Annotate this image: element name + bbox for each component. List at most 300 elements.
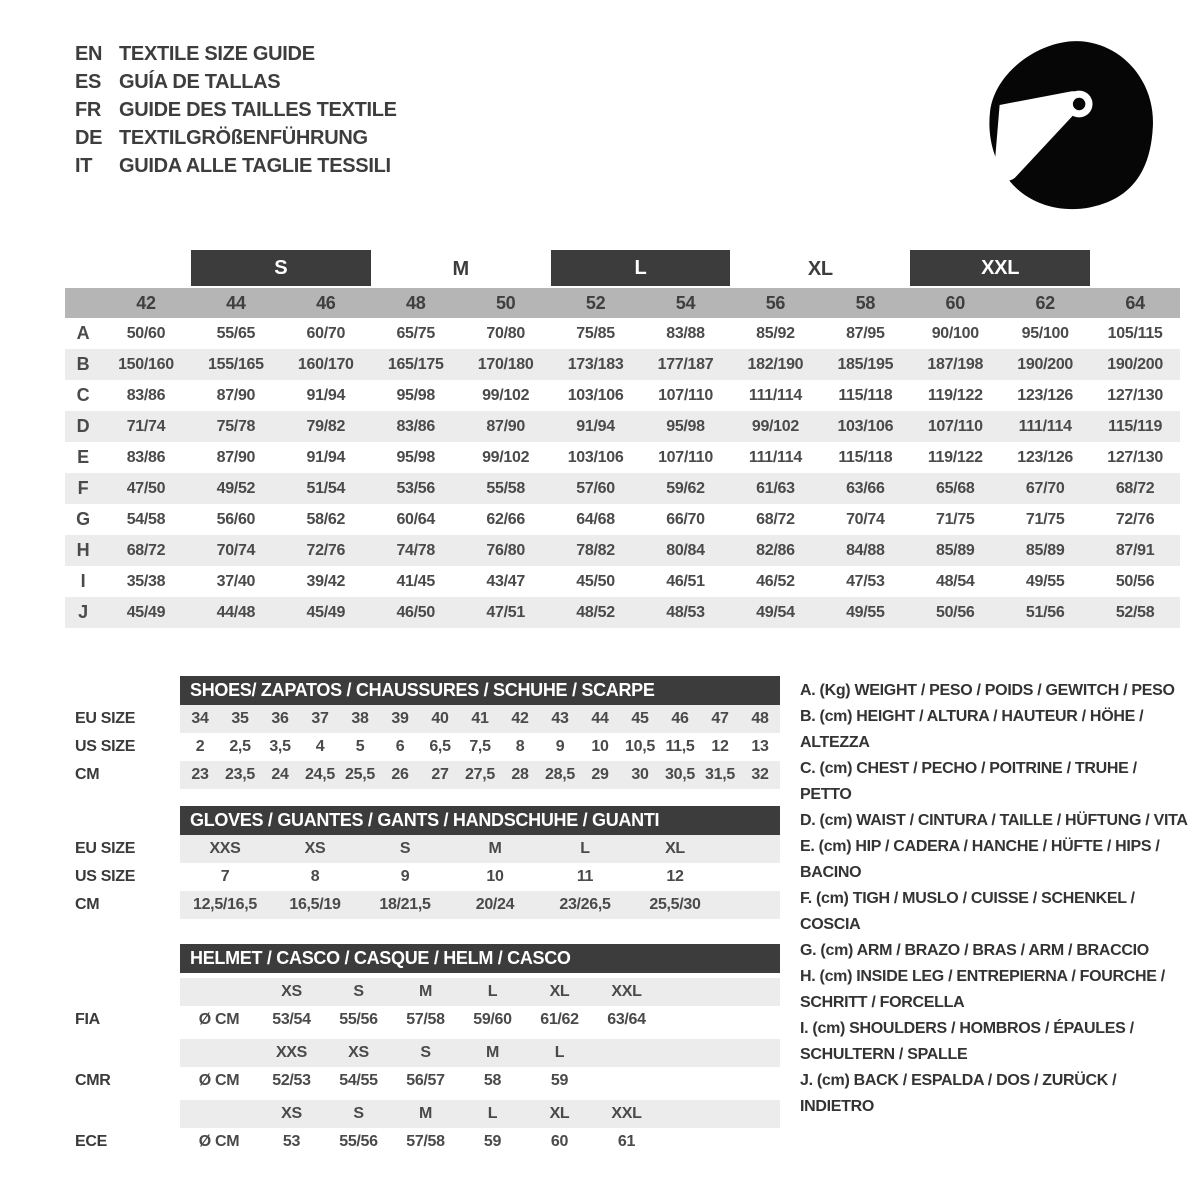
glove-us-size: 11: [576, 868, 594, 885]
lang-row-es: [75, 68, 397, 96]
helmet-value-cell: 57/58: [406, 1011, 445, 1028]
size-cell: 72/76: [306, 542, 346, 559]
shoe-us-size: 6,5: [429, 738, 451, 755]
size-cell: 95/98: [666, 418, 705, 435]
helmet-table: [180, 944, 780, 1156]
helmet-size-label: XXL: [611, 983, 642, 1000]
helmet-value-row: [180, 1067, 780, 1095]
spacer: [75, 1095, 180, 1128]
size-table-row: [65, 442, 1180, 473]
size-cell: 182/190: [747, 356, 804, 373]
row-letter: I: [80, 571, 86, 591]
size-cell: 119/122: [927, 387, 983, 404]
size-cell: 123/126: [1017, 449, 1074, 466]
size-cell: 99/102: [751, 418, 799, 435]
group-spacer: [65, 250, 101, 288]
legend-item: B. (cm) HEIGHT / ALTURA / HAUTEUR / HÖHE / ALTEZZA: [800, 708, 1144, 751]
helmet-size-label: XS: [281, 983, 302, 1000]
size-cell: 67/70: [1025, 480, 1065, 497]
main-table-body: [65, 318, 1180, 628]
size-cell: 37/40: [216, 573, 256, 590]
helmet-header-bar: HELMET / CASCO / CASQUE / HELM / CASCO: [180, 944, 780, 973]
helmet-value-cell: 57/58: [406, 1133, 445, 1150]
size-cell: 83/86: [126, 387, 166, 404]
size-cell: 41/45: [396, 573, 435, 590]
shoe-us-size: 2: [195, 738, 205, 755]
glove-cm-size: 25,5/30: [649, 896, 701, 913]
helmet-table-body: [180, 978, 780, 1156]
glove-us-size: 10: [486, 868, 504, 885]
helmet-empty-cell: [180, 1039, 258, 1067]
size-cell: 103/106: [567, 387, 624, 404]
row-letter: F: [77, 478, 89, 498]
size-cell: 127/130: [1107, 449, 1163, 466]
size-cell: 91/94: [306, 387, 346, 404]
numeric-size: 48: [406, 293, 426, 313]
shoe-cm-size: 30,5: [665, 766, 695, 783]
helmet-size-label: M: [418, 1105, 433, 1122]
size-cell: 71/74: [126, 418, 166, 435]
numeric-size: 62: [1035, 293, 1055, 313]
size-cell: 70/74: [216, 542, 256, 559]
shoe-eu-size: 48: [751, 710, 769, 727]
numeric-size: 58: [855, 293, 876, 313]
helmet-value-cell: 59/60: [473, 1011, 512, 1028]
numeric-size: 64: [1125, 293, 1145, 313]
row-letter: A: [76, 323, 90, 343]
size-group-xl: [730, 250, 910, 288]
numeric-row-corner: [65, 288, 101, 318]
size-cell: 43/47: [486, 573, 525, 590]
size-cell: 84/88: [846, 542, 885, 559]
size-cell: 78/82: [576, 542, 615, 559]
size-cell: 53/56: [396, 480, 435, 497]
size-cell: 71/75: [1025, 511, 1065, 528]
glove-cm-size: 12,5/16,5: [192, 896, 258, 913]
size-cell: 170/180: [477, 356, 534, 373]
row-letter: E: [77, 447, 89, 467]
helmet-empty-cell: [180, 1100, 258, 1128]
lang-row-de: [75, 124, 397, 152]
legend-item: C. (cm) CHEST / PECHO / POITRINE / TRUHE / PETTO: [800, 760, 1137, 803]
size-cell: 75/85: [576, 325, 615, 342]
lang-code: DE: [75, 127, 103, 149]
shoe-us-size: 11,5: [665, 738, 695, 755]
size-table-row: [65, 380, 1180, 411]
size-cell: 54/58: [126, 511, 166, 528]
glove-eu-size: XL: [665, 840, 685, 857]
size-group-m: [371, 250, 551, 288]
size-group-m-label: M: [452, 258, 469, 280]
shoe-cm-size: 29: [591, 766, 609, 783]
size-cell: 68/72: [1115, 480, 1155, 497]
guide-title-fr: GUIDE DES TAILLES TEXTILE: [119, 99, 397, 121]
shoes-cm-label: CM: [75, 766, 100, 783]
helmet-size-label: XS: [281, 1105, 302, 1122]
size-cell: 57/60: [576, 480, 615, 497]
gloves-section: [75, 806, 780, 919]
shoe-us-size: 13: [751, 738, 769, 755]
size-cell: 52/58: [1115, 604, 1155, 621]
shoe-us-size: 12: [711, 738, 729, 755]
shoes-eu-size-label: EU SIZE: [75, 710, 136, 727]
numeric-size-row: [65, 288, 1180, 318]
shoe-eu-size: 35: [231, 710, 249, 727]
shoe-cm-size: 31,5: [705, 766, 735, 783]
size-cell: 46/50: [396, 604, 435, 621]
glove-us-size: 12: [666, 868, 684, 885]
size-table-row: [65, 597, 1180, 628]
size-cell: 103/106: [567, 449, 624, 466]
helmet-unit-cell: Ø CM: [198, 1011, 240, 1028]
shoe-us-size: 6: [395, 738, 405, 755]
size-cell: 111/114: [1018, 418, 1072, 435]
spacer: [75, 944, 180, 1006]
size-cell: 39/42: [306, 573, 346, 590]
size-cell: 45/49: [306, 604, 346, 621]
lang-code: ES: [75, 71, 102, 93]
shoe-cm-size: 26: [391, 766, 409, 783]
shoe-eu-size: 34: [191, 710, 209, 727]
glove-cm-size: 16,5/19: [289, 896, 341, 913]
helmet-size-label: XXS: [275, 1044, 308, 1061]
row-letter: G: [76, 509, 90, 529]
legend-item: A. (Kg) WEIGHT / PESO / POIDS / GEWITCH / PESO: [800, 682, 1175, 699]
shoe-us-size: 10,5: [625, 738, 655, 755]
size-cell: 60/64: [396, 511, 435, 528]
size-cell: 85/89: [1025, 542, 1065, 559]
size-cell: 55/65: [216, 325, 256, 342]
size-cell: 35/38: [126, 573, 166, 590]
size-cell: 61/63: [756, 480, 795, 497]
size-cell: 155/165: [208, 356, 264, 373]
size-cell: 95/100: [1021, 325, 1069, 342]
size-cell: 85/92: [756, 325, 795, 342]
size-cell: 160/170: [297, 356, 354, 373]
legend-item: J. (cm) BACK / ESPALDA / DOS / ZURÜCK / INDIETRO: [800, 1072, 1117, 1115]
gloves-header-bar: GLOVES / GUANTES / GANTS / HANDSCHUHE / GUANTI: [180, 806, 780, 835]
helmet-empty-cell: [180, 978, 258, 1006]
legend-item: F. (cm) TIGH / MUSLO / CUISSE / SCHENKEL / COSCIA: [800, 890, 1135, 933]
size-cell: 95/98: [396, 449, 435, 466]
glove-cm-size: 23/26,5: [559, 896, 611, 913]
size-cell: 60/70: [306, 325, 346, 342]
helmet-size-label: M: [418, 983, 433, 1000]
helmet-size-label: M: [485, 1044, 500, 1061]
shoes-side-labels: [75, 676, 180, 789]
helmet-value-cell: 63/64: [607, 1011, 646, 1028]
size-group-l: [551, 250, 731, 288]
glove-eu-size: M: [488, 840, 502, 857]
shoes-table: [180, 676, 780, 789]
size-cell: 48/52: [576, 604, 615, 621]
shoe-us-size: 10: [591, 738, 609, 755]
shoe-eu-size: 44: [591, 710, 609, 727]
row-letter: B: [76, 354, 90, 374]
numeric-size: 52: [585, 293, 606, 313]
legend-item: D. (cm) WAIST / CINTURA / TAILLE / HÜFTUNG / VITA: [800, 812, 1188, 829]
helmet-size-row: [180, 1100, 780, 1128]
size-cell: 71/75: [935, 511, 975, 528]
helmet-size-label: XL: [549, 983, 570, 1000]
size-cell: 173/183: [567, 356, 624, 373]
size-cell: 49/54: [756, 604, 795, 621]
shoe-eu-size: 39: [391, 710, 409, 727]
numeric-size: 54: [675, 293, 696, 313]
gloves-eu-size-label: EU SIZE: [75, 840, 136, 857]
size-cell: 76/80: [486, 542, 525, 559]
gloves-cm-row: [180, 891, 780, 919]
guide-title-it: GUIDA ALLE TAGLIE TESSILI: [119, 155, 391, 177]
shoes-header-bar: SHOES/ ZAPATOS / CHAUSSURES / SCHUHE / SCARPE: [180, 676, 780, 705]
size-cell: 87/90: [216, 387, 256, 404]
numeric-size: 56: [765, 293, 786, 313]
size-cell: 91/94: [576, 418, 615, 435]
size-cell: 107/110: [658, 387, 713, 404]
language-title-block: [75, 40, 397, 180]
shoe-cm-size: 28,5: [545, 766, 575, 783]
size-table-row: [65, 473, 1180, 504]
helmet-icon: [973, 36, 1168, 218]
size-cell: 107/110: [927, 418, 983, 435]
size-cell: 50/56: [1115, 573, 1155, 590]
guide-title-en: TEXTILE SIZE GUIDE: [119, 43, 315, 65]
lang-code: IT: [75, 155, 93, 177]
helmet-size-label: S: [420, 1044, 431, 1061]
glove-cm-size: 18/21,5: [379, 896, 431, 913]
gloves-eu-row: [180, 835, 780, 863]
shoe-us-size: 9: [555, 738, 565, 755]
measurement-legend: [800, 678, 1190, 1120]
shoe-cm-size: 27: [431, 766, 449, 783]
shoe-eu-size: 41: [471, 710, 489, 727]
size-table-row: [65, 411, 1180, 442]
size-cell: 45/50: [576, 573, 615, 590]
shoes-us-size-label: US SIZE: [75, 738, 136, 755]
size-cell: 80/84: [666, 542, 705, 559]
size-cell: 68/72: [756, 511, 795, 528]
size-cell: 79/82: [306, 418, 346, 435]
guide-title-es: GUÍA DE TALLAS: [119, 71, 281, 93]
size-cell: 46/51: [666, 573, 705, 590]
lang-row-fr: [75, 96, 397, 124]
helmet-size-row: [180, 978, 780, 1006]
size-cell: 50/60: [126, 325, 166, 342]
size-cell: 87/91: [1115, 542, 1155, 559]
shoe-eu-size: 42: [511, 710, 529, 727]
shoe-eu-size: 45: [631, 710, 649, 727]
size-cell: 111/114: [748, 449, 802, 466]
shoes-cm-row: [180, 761, 780, 789]
size-cell: 75/78: [216, 418, 256, 435]
row-letter: D: [76, 416, 90, 436]
size-cell: 48/54: [935, 573, 975, 590]
helmet-unit-cell: Ø CM: [198, 1133, 240, 1150]
size-group-s-label: S: [191, 250, 371, 286]
glove-eu-size: S: [399, 840, 411, 857]
helmet-value-cell: 61: [617, 1133, 636, 1150]
shoe-cm-size: 24,5: [305, 766, 335, 783]
size-cell: 185/195: [837, 356, 894, 373]
size-cell: 55/58: [486, 480, 525, 497]
legend-item: G. (cm) ARM / BRAZO / BRAS / ARM / BRACCIO: [800, 942, 1149, 959]
helmet-value-cell: 61/62: [540, 1011, 579, 1028]
size-cell: 127/130: [1107, 387, 1163, 404]
shoes-section: [75, 676, 780, 789]
helmet-value-cell: 52/53: [272, 1072, 311, 1089]
size-cell: 65/75: [396, 325, 435, 342]
size-cell: 82/86: [756, 542, 795, 559]
size-cell: 72/76: [1115, 511, 1155, 528]
size-cell: 87/90: [486, 418, 525, 435]
size-cell: 177/187: [657, 356, 714, 373]
size-group-xxl: [910, 250, 1090, 288]
helmet-size-label: S: [353, 1105, 364, 1122]
size-cell: 119/122: [927, 449, 983, 466]
row-letter: J: [78, 602, 88, 622]
shoe-us-size: 7,5: [469, 738, 491, 755]
helmet-size-label: L: [487, 1105, 498, 1122]
helmet-size-label: XS: [348, 1044, 369, 1061]
lang-row-en: [75, 40, 397, 68]
helmet-value-cell: 54/55: [339, 1072, 378, 1089]
size-cell: 115/119: [1108, 418, 1163, 435]
size-cell: 90/100: [931, 325, 979, 342]
lang-code: EN: [75, 43, 103, 65]
helmet-value-cell: 53: [282, 1133, 301, 1150]
size-cell: 70/74: [846, 511, 885, 528]
size-table-row: [65, 349, 1180, 380]
shoe-cm-size: 32: [751, 766, 769, 783]
size-cell: 187/198: [927, 356, 984, 373]
shoe-us-size: 2,5: [229, 738, 251, 755]
shoe-eu-size: 37: [311, 710, 329, 727]
shoe-eu-size: 36: [271, 710, 289, 727]
gloves-side-labels: [75, 806, 180, 919]
size-cell: 65/68: [935, 480, 975, 497]
size-cell: 103/106: [837, 418, 894, 435]
gloves-table: [180, 806, 780, 919]
size-cell: 47/50: [126, 480, 166, 497]
shoe-eu-size: 40: [431, 710, 449, 727]
helmet-size-row: [180, 1039, 780, 1067]
shoe-cm-size: 23: [191, 766, 209, 783]
helmet-value-row: [180, 1006, 780, 1034]
helmet-unit-cell: Ø CM: [198, 1072, 240, 1089]
size-cell: 46/52: [756, 573, 795, 590]
size-cell: 47/51: [486, 604, 525, 621]
shoe-eu-size: 38: [351, 710, 369, 727]
size-cell: 83/88: [666, 325, 705, 342]
helmet-size-label: XXL: [611, 1105, 642, 1122]
textile-size-table: [65, 250, 1180, 628]
guide-title-de: TEXTILGRÖßENFÜHRUNG: [119, 127, 368, 149]
size-cell: 83/86: [396, 418, 435, 435]
lang-code: FR: [75, 99, 102, 121]
glove-us-size: 7: [220, 868, 230, 885]
helmet-side-labels: [75, 944, 180, 1156]
size-cell: 59/62: [666, 480, 705, 497]
glove-cm-size: 20/24: [475, 896, 515, 913]
shoe-eu-size: 46: [671, 710, 689, 727]
size-cell: 68/72: [126, 542, 166, 559]
size-table-row: [65, 535, 1180, 566]
size-cell: 87/90: [216, 449, 256, 466]
size-cell: 64/68: [576, 511, 615, 528]
gloves-cm-label: CM: [75, 896, 100, 913]
row-letter: C: [76, 385, 90, 405]
size-group-header-row: [65, 250, 1180, 288]
group-spacer: [101, 250, 191, 288]
size-cell: 70/80: [486, 325, 525, 342]
size-cell: 99/102: [482, 387, 530, 404]
gloves-us-row: [180, 863, 780, 891]
numeric-size: 46: [316, 293, 336, 313]
helmet-value-cell: 58: [483, 1072, 502, 1089]
shoe-us-size: 4: [315, 738, 325, 755]
size-cell: 47/53: [846, 573, 885, 590]
shoe-cm-size: 30: [631, 766, 649, 783]
glove-eu-size: XS: [304, 840, 326, 857]
shoe-cm-size: 23,5: [225, 766, 255, 783]
shoe-eu-size: 47: [711, 710, 729, 727]
size-group-l-label: L: [551, 250, 731, 286]
helmet-size-label: XL: [549, 1105, 570, 1122]
size-cell: 56/60: [216, 511, 256, 528]
shoe-cm-size: 27,5: [465, 766, 495, 783]
helmet-section: [75, 944, 780, 1156]
shoe-cm-size: 28: [511, 766, 529, 783]
size-cell: 150/160: [118, 356, 174, 373]
size-cell: 51/54: [306, 480, 346, 497]
size-cell: 165/175: [387, 356, 444, 373]
glove-us-size: 8: [310, 868, 320, 885]
helmet-standard-fia-label: FIA: [75, 1011, 100, 1028]
size-cell: 91/94: [306, 449, 346, 466]
helmet-value-cell: 53/54: [272, 1011, 311, 1028]
size-cell: 49/55: [846, 604, 885, 621]
helmet-value-cell: 55/56: [339, 1011, 378, 1028]
shoe-cm-size: 25,5: [345, 766, 375, 783]
helmet-value-cell: 59: [550, 1072, 569, 1089]
shoe-cm-size: 24: [271, 766, 289, 783]
glove-eu-size: XXS: [209, 840, 241, 857]
legend-item: H. (cm) INSIDE LEG / ENTREPIERNA / FOURCHE / SCHRITT / FORCELLA: [800, 968, 1165, 1011]
size-cell: 66/70: [666, 511, 705, 528]
spacer: [75, 1034, 180, 1067]
helmet-value-cell: 55/56: [339, 1133, 378, 1150]
numeric-size: 44: [226, 293, 246, 313]
size-cell: 107/110: [658, 449, 713, 466]
size-cell: 95/98: [396, 387, 435, 404]
shoe-us-size: 3,5: [269, 738, 291, 755]
helmet-value-cell: 56/57: [406, 1072, 445, 1089]
size-cell: 190/200: [1107, 356, 1163, 373]
size-cell: 115/118: [838, 449, 893, 466]
size-cell: 83/86: [126, 449, 166, 466]
size-cell: 115/118: [838, 387, 893, 404]
size-cell: 45/49: [126, 604, 166, 621]
size-cell: 99/102: [482, 449, 530, 466]
size-cell: 123/126: [1017, 387, 1074, 404]
shoe-eu-size: 43: [551, 710, 569, 727]
numeric-size: 60: [945, 293, 965, 313]
size-cell: 51/56: [1025, 604, 1065, 621]
size-cell: 190/200: [1017, 356, 1074, 373]
size-cell: 111/114: [748, 387, 802, 404]
shoes-eu-row: [180, 705, 780, 733]
size-table-row: [65, 504, 1180, 535]
